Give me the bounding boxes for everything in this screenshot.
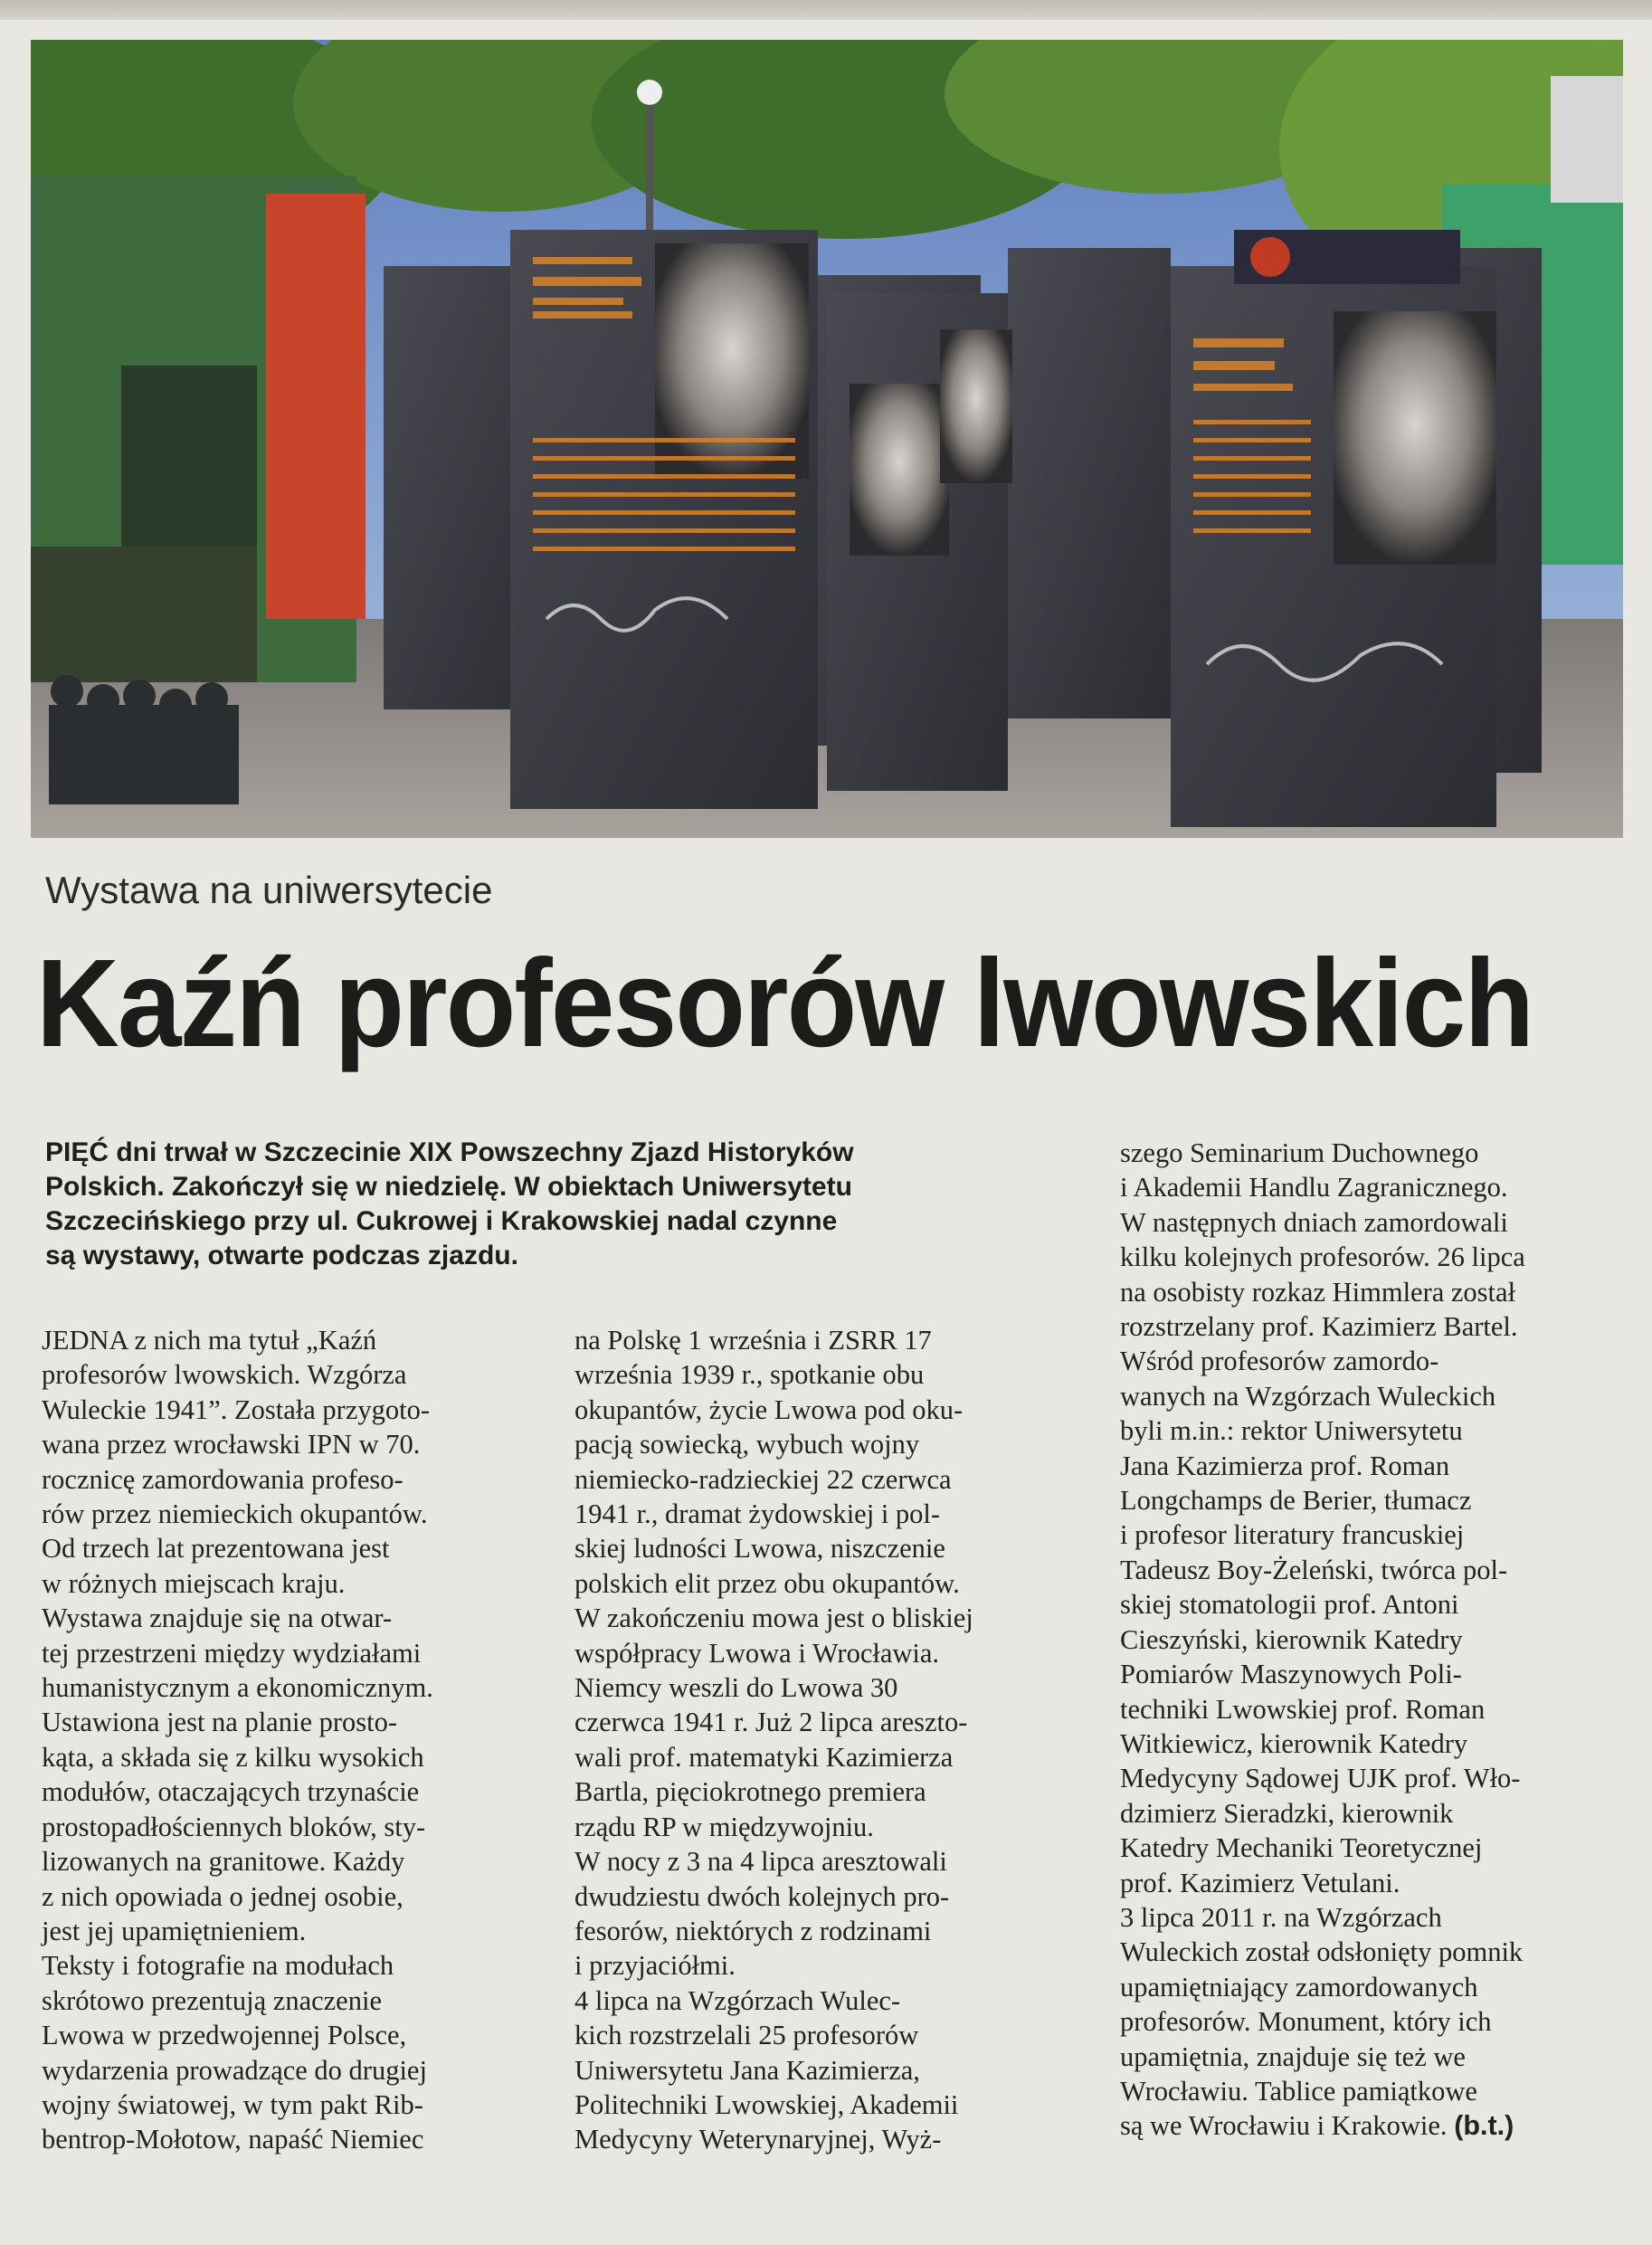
article-line: jest jej upamiętnieniem. — [42, 1915, 307, 1946]
article-line: wana przez wrocławski IPN w 70. — [42, 1429, 421, 1460]
article-line: Wrocławiu. Tablice pamiątkowe — [1120, 2075, 1477, 2107]
article-line: skiej ludności Lwowa, niszczenie — [574, 1533, 945, 1565]
article-line: W następnych dniach zamordowali — [1120, 1206, 1508, 1238]
portrait-photo — [850, 384, 949, 556]
section-kicker: Wystawa na uniwersytecie — [45, 869, 493, 911]
article-line: i Akademii Handlu Zagranicznego. — [1120, 1172, 1508, 1203]
article-line: modułów, otaczających trzynaście — [42, 1776, 420, 1808]
portrait-photo — [655, 243, 809, 479]
article-column-2 — [574, 1323, 1086, 2157]
headline: Kaźń profesorów lwowskich — [36, 934, 1533, 1073]
article-line: i przyjaciółmi. — [574, 1950, 736, 1982]
article-line: techniki Lwowskiej prof. Roman — [1120, 1693, 1486, 1725]
article-line: i profesor literatury francuskiej — [1120, 1519, 1465, 1551]
article-line: czerwca 1941 r. Już 2 lipca areszto- — [574, 1707, 968, 1738]
article-line: 1941 r., dramat żydowskiej i pol- — [574, 1498, 941, 1530]
article-line: Cieszyński, kierownik Katedry — [1120, 1623, 1463, 1655]
article-line: na Polskę 1 września i ZSRR 17 — [574, 1325, 932, 1356]
article-line: Katedry Mechaniki Teoretycznej — [1120, 1832, 1483, 1864]
article-line: niemiecko-radzieckiej 22 czerwca — [574, 1463, 952, 1495]
article-line: Niemcy weszli do Lwowa 30 — [574, 1672, 898, 1704]
article-line: polskich elit przez obu okupantów. — [574, 1567, 960, 1599]
article-line: lizowanych na granitowe. Każdy — [42, 1846, 405, 1878]
article-line: W nocy z 3 na 4 lipca aresztowali — [574, 1846, 947, 1878]
article-line: są we Wrocławiu i Krakowie. (b.t.) — [1120, 2110, 1514, 2142]
article-line: na osobisty rozkaz Himmlera został — [1120, 1276, 1516, 1308]
article-line: kich rozstrzelali 25 profesorów — [574, 2020, 919, 2051]
article-line: Uniwersytetu Jana Kazimierza, — [574, 2054, 920, 2086]
article-line: rów przez niemieckich okupantów. — [42, 1498, 428, 1530]
lead-line: Szczecińskiego przy ul. Cukrowej i Krakowskiej nadal czynne — [45, 1206, 838, 1236]
article-line: prostopadłościennych bloków, sty- — [42, 1811, 426, 1842]
article-line: Jana Kazimierza prof. Roman — [1120, 1450, 1450, 1481]
article-line: fesorów, niektórych z rodzinami — [574, 1915, 932, 1946]
article-line: Pomiarów Maszynowych Poli- — [1120, 1659, 1462, 1690]
article-line: skrótowo prezentują znaczenie — [42, 1984, 382, 2016]
article-line: szego Seminarium Duchownego — [1120, 1137, 1479, 1168]
article-line: Teksty i fotografie na modułach — [42, 1950, 394, 1982]
article-line: JEDNA z nich ma tytuł „Kaźń — [42, 1325, 377, 1356]
article-line: W zakończeniu mowa jest o bliskiej — [574, 1603, 973, 1634]
lead-line: Polskich. Zakończył się w niedzielę. W obiektach Uniwersytetu — [45, 1172, 852, 1202]
portrait-photo — [1334, 311, 1496, 565]
article-line: upamiętniający zamordowanych — [1120, 1971, 1478, 2002]
article-line: bentrop-Mołotow, napaść Niemiec — [42, 2124, 424, 2155]
article-line: Politechniki Lwowskiej, Akademii — [574, 2088, 959, 2120]
article-line: Wuleckie 1941”. Została przygoto- — [42, 1394, 431, 1425]
article-line: współpracy Lwowa i Wrocławia. — [574, 1637, 940, 1669]
article-line: byli m.in.: rektor Uniwersytetu — [1120, 1415, 1463, 1447]
article-line: wojny światowej, w tym pakt Rib- — [42, 2088, 423, 2120]
article-line: humanistycznym a ekonomicznym. — [42, 1672, 433, 1704]
article-line: profesorów lwowskich. Wzgórza — [42, 1359, 407, 1391]
article-line: Wuleckich został odsłonięty pomnik — [1120, 1936, 1524, 1968]
article-line: w różnych miejscach kraju. — [42, 1567, 346, 1599]
article-line: rozstrzelany prof. Kazimierz Bartel. — [1120, 1311, 1518, 1343]
article-line: Tadeusz Boy-Żeleński, twórca pol- — [1120, 1554, 1508, 1585]
article-line: Witkiewicz, kierownik Katedry — [1120, 1727, 1468, 1759]
article-line: dwudziestu dwóch kolejnych pro- — [574, 1880, 950, 1912]
article-line: Ustawiona jest na planie prosto- — [42, 1707, 398, 1738]
article-column-3 — [1120, 1136, 1627, 2144]
article-line: wydarzenia prowadzące do drugiej — [42, 2054, 427, 2086]
article-line: Wśród profesorów zamordo- — [1120, 1346, 1439, 1377]
article-column-1 — [42, 1323, 544, 2157]
newspaper-top-edge — [0, 0, 1652, 20]
article-line: dzimierz Sieradzki, kierownik — [1120, 1797, 1454, 1829]
article-line: 4 lipca na Wzgórzach Wulec- — [574, 1984, 901, 2016]
article-line: Medycyny Weterynaryjnej, Wyż- — [574, 2124, 942, 2155]
article-line: upamiętnia, znajduje się też we — [1120, 2040, 1466, 2072]
article-line: okupantów, życie Lwowa pod oku- — [574, 1394, 964, 1425]
article-line: rządu RP w międzywojniu. — [574, 1811, 874, 1842]
article-line: kilku kolejnych profesorów. 26 lipca — [1120, 1241, 1525, 1273]
article-line: Od trzech lat prezentowana jest — [42, 1533, 390, 1565]
article-line: września 1939 r., spotkanie obu — [574, 1359, 925, 1391]
article-line: Longchamps de Berier, tłumacz — [1120, 1485, 1472, 1517]
article-line: z nich opowiada o jednej osobie, — [42, 1880, 404, 1912]
article-line: profesorów. Monument, który ich — [1120, 2006, 1492, 2038]
article-line: Medycyny Sądowej UJK prof. Wło- — [1120, 1763, 1521, 1794]
lead-paragraph — [45, 1136, 1104, 1273]
article-line: tej przestrzeni między wydziałami — [42, 1637, 422, 1669]
article-line: Wystawa znajduje się na otwar- — [42, 1603, 393, 1634]
article-line: skiej stomatologii prof. Antoni — [1120, 1589, 1459, 1621]
article-line: wali prof. matematyki Kazimierza — [574, 1741, 954, 1773]
article-line: wanych na Wzgórzach Wuleckich — [1120, 1380, 1496, 1412]
article-line: Bartla, pięciokrotnego premiera — [574, 1776, 926, 1808]
article-line: kąta, a składa się z kilku wysokich — [42, 1741, 424, 1773]
lead-line: PIĘĆ dni trwał w Szczecinie XIX Powszechny Zjazd Historyków — [45, 1137, 854, 1167]
article-line: 3 lipca 2011 r. na Wzgórzach — [1120, 1901, 1442, 1933]
article-line: Lwowa w przedwojennej Polsce, — [42, 2020, 407, 2051]
lead-line: są wystawy, otwarte podczas zjazdu. — [45, 1241, 518, 1270]
article-line: rocznicę zamordowania profeso- — [42, 1463, 404, 1495]
exhibition-photo — [31, 40, 1623, 838]
article-line: pacją sowiecką, wybuch wojny — [574, 1429, 920, 1460]
author-signature: (b.t.) — [1454, 2110, 1514, 2142]
article-line: prof. Kazimierz Vetulani. — [1120, 1867, 1400, 1898]
